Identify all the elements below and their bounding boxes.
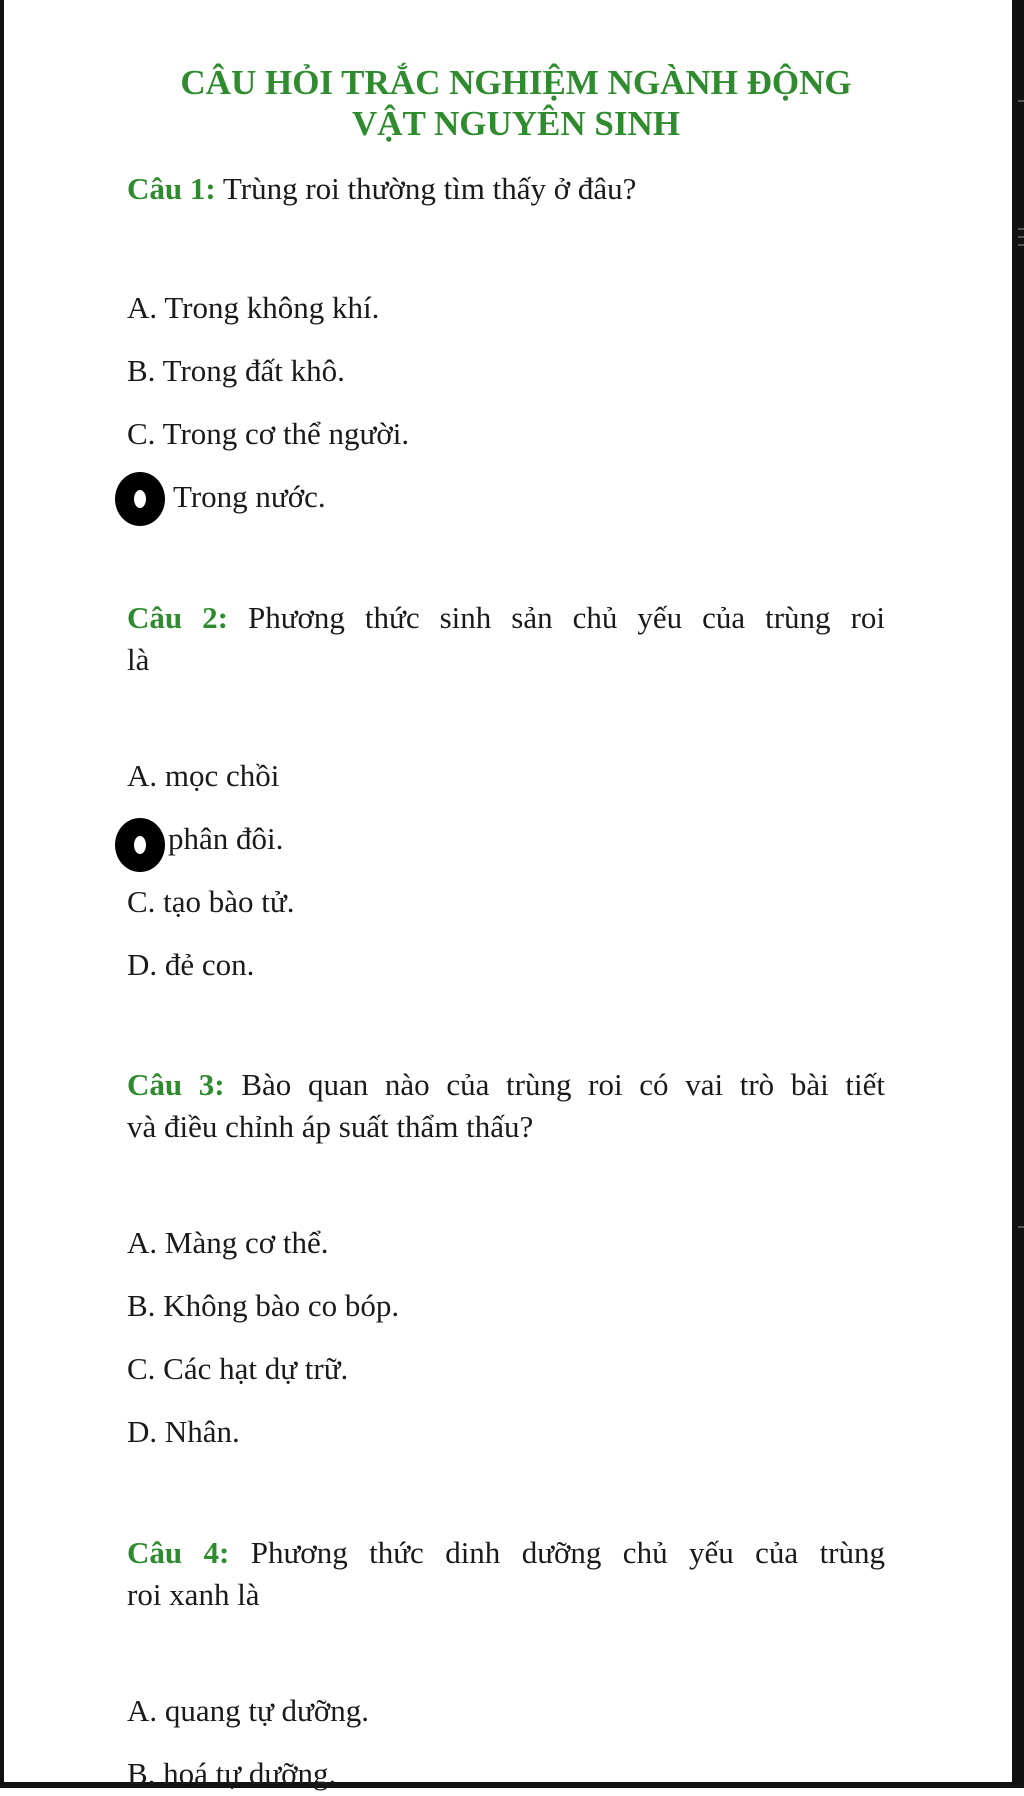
- question-label: Câu 2:: [127, 600, 228, 635]
- question-3: [127, 1063, 885, 1107]
- scrollbar-mark: [1018, 244, 1024, 246]
- question-text: Trùng roi thường tìm thấy ở đâu?: [222, 171, 637, 206]
- question-text: Phương thức dinh dưỡng chủ yếu của trùng: [250, 1535, 885, 1570]
- option-4b: B. hoá tự dưỡng.: [127, 1756, 337, 1791]
- scrollbar-mark: [1018, 228, 1024, 230]
- option-3a: A. Màng cơ thể.: [127, 1225, 329, 1260]
- question-text: Bào quan nào của trùng roi có vai trò bài tiết: [241, 1067, 886, 1102]
- selected-answer-marker: [115, 472, 165, 526]
- question-3-continuation: và điều chỉnh áp suất thẩm thấu?: [127, 1109, 534, 1144]
- option-2d: D. đẻ con.: [127, 947, 255, 982]
- document-title: [0, 62, 1024, 144]
- viewer-left-border: [0, 0, 4, 1788]
- option-2c: C. tạo bào tử.: [127, 884, 295, 919]
- selected-answer-marker: [115, 818, 165, 872]
- question-2-continuation: là: [127, 642, 150, 677]
- title-line: VẬT NGUYÊN SINH: [351, 104, 681, 143]
- question-label: Câu 3:: [127, 1067, 225, 1102]
- title-line: CÂU HỎI TRẮC NGHIỆM NGÀNH ĐỘNG: [180, 63, 852, 102]
- option-3c: C. Các hạt dự trữ.: [127, 1351, 349, 1386]
- option-1b: B. Trong đất khô.: [127, 353, 345, 388]
- option-2a: A. mọc chồi: [127, 758, 280, 793]
- question-label: Câu 1:: [127, 171, 216, 206]
- viewer-scrollbar[interactable]: [1012, 0, 1024, 1788]
- scrollbar-mark: [1018, 1226, 1024, 1228]
- option-2b: phân đôi.: [168, 821, 284, 856]
- option-1d: Trong nước.: [173, 479, 326, 514]
- option-4a: A. quang tự dưỡng.: [127, 1693, 370, 1728]
- question-2: [127, 596, 885, 640]
- option-3d: D. Nhân.: [127, 1414, 240, 1449]
- option-1c: C. Trong cơ thể người.: [127, 416, 410, 451]
- question-4-continuation: roi xanh là: [127, 1577, 260, 1612]
- scrollbar-mark: [1018, 236, 1024, 238]
- question-text: Phương thức sinh sản chủ yếu của trùng roi: [247, 600, 885, 635]
- question-label: Câu 4:: [127, 1535, 230, 1570]
- option-1a: A. Trong không khí.: [127, 290, 380, 325]
- question-4: [127, 1531, 885, 1575]
- option-3b: B. Không bào co bóp.: [127, 1288, 400, 1323]
- question-1: [127, 167, 636, 211]
